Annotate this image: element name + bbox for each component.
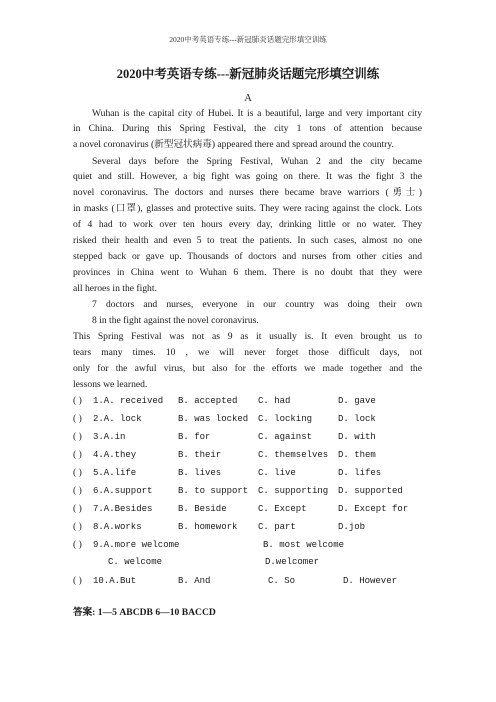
option-a: 4.A.they (93, 450, 137, 460)
passage-line: Wuhan is the capital city of Hubei. It is a beautiful, large and very important city (92, 108, 422, 119)
option-c: C. against (258, 432, 313, 442)
answer-blank[interactable]: ( ) (73, 539, 82, 550)
option-a: 8.A.works (93, 522, 142, 532)
option-a: 9.A.more welcome (93, 540, 180, 550)
option-a: 6.A.support (93, 486, 153, 496)
option-b: B. lives (178, 468, 222, 478)
option-a: 1.A. received (93, 396, 164, 406)
option-a: 2.A. lock (93, 414, 142, 424)
option-a: 5.A.life (93, 468, 137, 478)
passage-line: 8 in the fight against the novel coronavirus. (92, 315, 259, 326)
page-header: 2020中考英语专练---新冠肺炎话题完形填空训练 (169, 35, 327, 44)
section-label: A (244, 93, 252, 104)
option-c: C. welcome (108, 557, 163, 567)
option-c: C. locking (258, 414, 313, 424)
option-b: B. their (178, 450, 222, 460)
option-a: 10.A.But (93, 576, 137, 586)
answer-blank[interactable]: ( ) (73, 431, 82, 442)
option-c: C. supporting (258, 486, 329, 496)
option-c: C. live (258, 468, 296, 478)
option-d: D.job (338, 522, 366, 532)
passage-line: provinces in China went to Wuhan 6 them. There is no doubt that they were (73, 267, 422, 278)
option-b: B. was locked (178, 414, 249, 424)
answer-blank[interactable]: ( ) (73, 485, 82, 496)
passage-line: Several days before the Spring Festival, Wuhan 2 and the city became (92, 156, 422, 167)
answer-blank[interactable]: ( ) (73, 395, 82, 406)
answer-blank[interactable]: ( ) (73, 575, 82, 586)
option-b: B. accepted (178, 396, 238, 406)
passage-line: This Spring Festival was not as 9 as it usually is. It even brought us to (73, 331, 422, 342)
answer-blank[interactable]: ( ) (73, 521, 82, 532)
passage-line: stepped back or gave up. Thousands of doctors and nurses from other cities and (73, 251, 422, 262)
passage-line: only for the awful virus, but also for the efforts we made together and the (73, 363, 422, 374)
passage-line: in masks (口罩), glasses and protective suits. They were racing against the clock. Lots (73, 203, 422, 214)
answer-key: 答案: 1—5 ABCDB 6—10 BACCD (73, 607, 216, 618)
option-d: D. supported (338, 486, 403, 496)
option-d: D.welcomer (265, 557, 320, 567)
option-d: D. Except for (338, 504, 409, 514)
document-title: 2020中考英语专练---新冠肺炎话题完形填空训练 (116, 67, 380, 81)
answer-blank[interactable]: ( ) (73, 449, 82, 460)
option-b: B. to support (178, 486, 249, 496)
option-a: 7.A.Besides (93, 504, 153, 514)
option-c: C. So (268, 576, 296, 586)
option-b: B. homework (178, 522, 238, 532)
option-c: C. part (258, 522, 296, 532)
option-d: D. However (343, 576, 398, 586)
passage-line: risked their health and even 5 to treat the patients. In such cases, almost no one (73, 235, 422, 246)
option-d: D. gave (338, 396, 376, 406)
option-b: B. for (178, 432, 211, 442)
option-d: D. with (338, 432, 376, 442)
answer-blank[interactable]: ( ) (73, 413, 82, 424)
option-b: B. Beside (178, 504, 227, 514)
answer-blank[interactable]: ( ) (73, 503, 82, 514)
passage-line: a novel coronavirus (新型冠状病毒) appeared there and spread around the country. (73, 139, 394, 150)
option-c: C. themselves (258, 450, 329, 460)
passage-line: novel coronavirus. The doctors and nurses there became brave warriors (勇士) (73, 187, 422, 198)
option-b: B. And (178, 576, 211, 586)
passage-line: tears many times. 10 , we will never forget those difficult days, not (73, 347, 422, 358)
passage-line: lessons we learned. (73, 379, 148, 390)
option-a: 3.A.in (93, 432, 126, 442)
answer-blank[interactable]: ( ) (73, 467, 82, 478)
passage-line: 7 doctors and nurses, everyone in our country was doing their own (92, 299, 422, 310)
option-c: C. Except (258, 504, 307, 514)
passage-line: quiet and still. However, a big fight was going on there. It was the fight 3 the (73, 171, 422, 182)
option-d: D. them (338, 450, 376, 460)
passage-line: of 4 had to work over ten hours every day, drinking little or no water. They (73, 219, 422, 230)
passage-line: all heroes in the fight. (73, 283, 157, 294)
option-c: C. had (258, 396, 291, 406)
option-d: D. lock (338, 414, 376, 424)
passage-line: in China. During this Spring Festival, the city 1 tons of attention because (73, 123, 422, 134)
option-b: B. most welcome (263, 540, 345, 550)
option-d: D. lifes (338, 468, 382, 478)
